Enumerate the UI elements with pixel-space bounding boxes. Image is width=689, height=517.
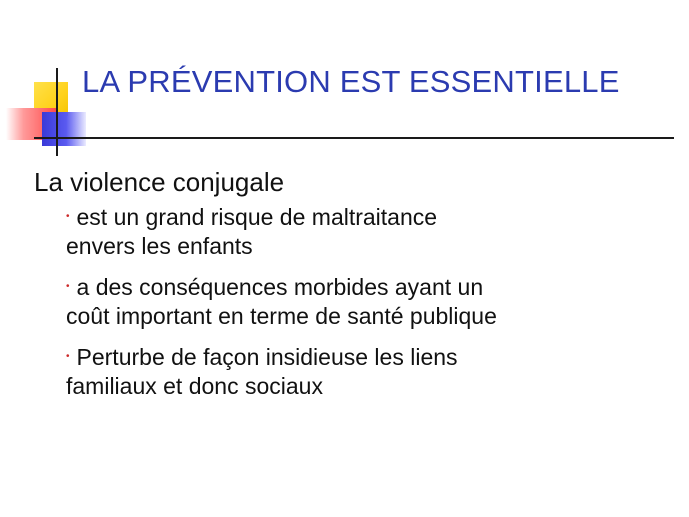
bullet-item [66,272,654,331]
bullet-list [34,202,654,401]
bullet-text-line2: envers les enfants [66,233,253,259]
bullet-text-line1: a des conséquences morbides ayant un [76,274,484,300]
bullet-text-line2: familiaux et donc sociaux [66,373,323,399]
logo-vertical-line [56,68,58,156]
slide-content [34,166,654,412]
content-heading: La violence conjugale [34,167,285,197]
bullet-text-line2: coût important en terme de santé publique [66,303,497,329]
bullet-icon: • [66,281,70,292]
title-underline [34,137,674,139]
bullet-item [66,342,654,401]
bullet-text-line1: est un grand risque de maltraitance [76,204,438,230]
bullet-item [66,202,654,261]
slide-title: LA PRÉVENTION EST ESSENTIELLE [82,64,620,99]
logo-blue-square [42,112,86,146]
bullet-icon: • [66,211,70,222]
bullet-icon: • [66,351,70,362]
bullet-text-line1: Perturbe de façon insidieuse les liens [76,344,458,370]
